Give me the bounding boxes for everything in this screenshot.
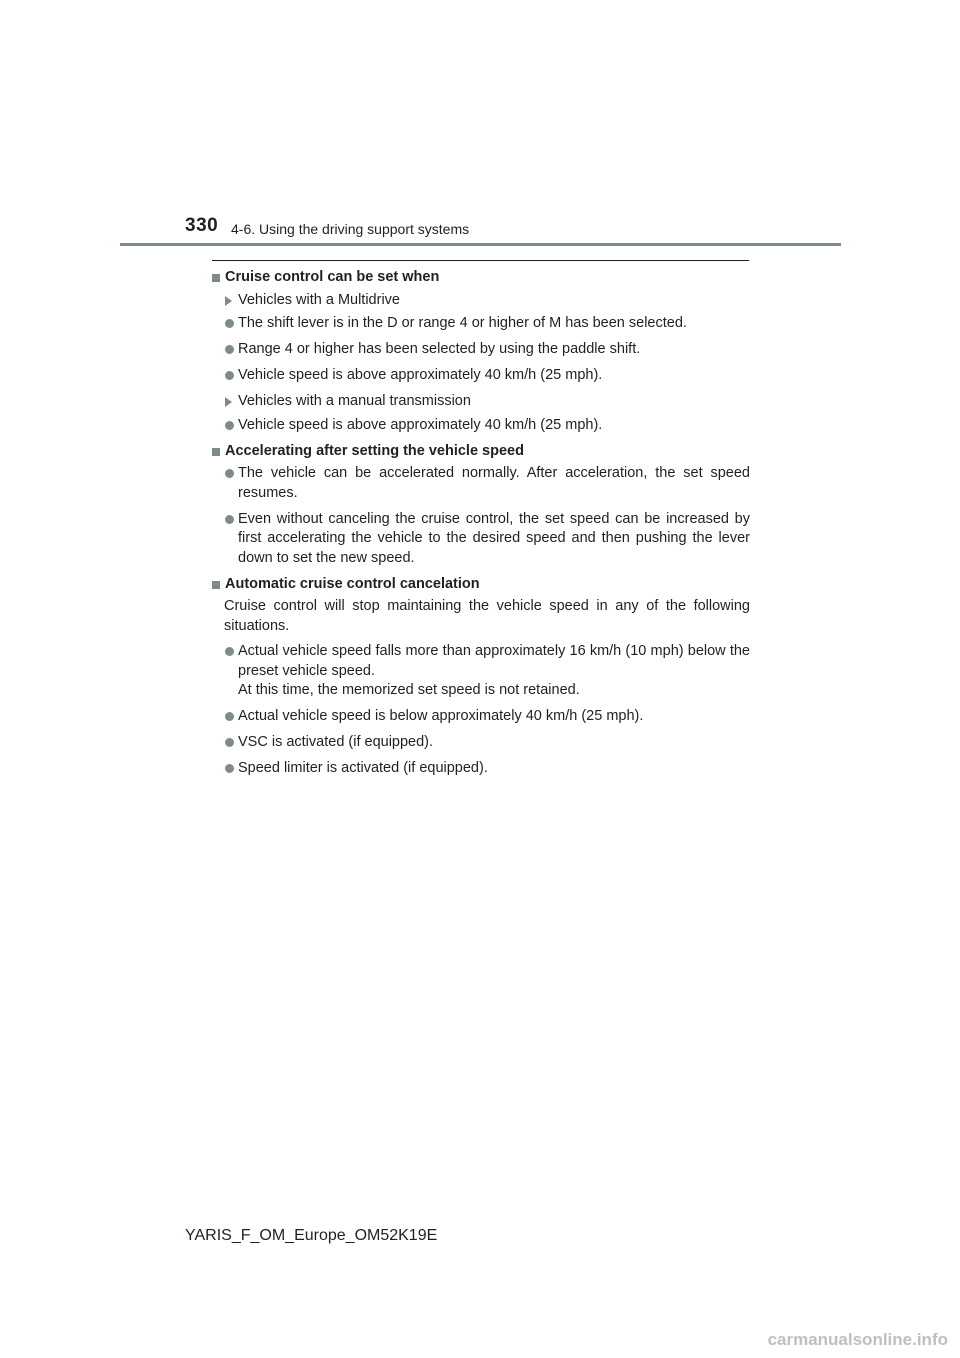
list-item-text: Even without canceling the cruise control, the set speed can be increased by first accelerating the vehicle to the desired speed and then pushing the lever down to set the new speed. <box>238 510 750 566</box>
circle-bullet-icon <box>225 421 234 430</box>
watermark: carmanualsonline.info <box>767 1330 948 1349</box>
circle-bullet-icon <box>225 345 234 354</box>
list-item-text: Vehicle speed is above approximately 40 km/h (25 mph). <box>238 367 603 383</box>
list-item-text: Actual vehicle speed is below approximately 40 km/h (25 mph). <box>238 708 644 724</box>
section-header: 4-6. Using the driving support systems <box>231 221 470 237</box>
circle-bullet-icon <box>225 515 234 524</box>
sub-heading <box>212 392 750 412</box>
circle-bullet-icon <box>225 469 234 478</box>
content-rule <box>212 260 749 261</box>
section-heading <box>212 442 750 462</box>
list-item <box>212 416 750 436</box>
page-number: 330 <box>185 215 219 236</box>
list-item <box>212 366 750 386</box>
square-bullet-icon <box>212 274 220 282</box>
section-heading <box>212 575 750 595</box>
list-item <box>212 510 750 569</box>
footer-doc-id: YARIS_F_OM_Europe_OM52K19E <box>185 1227 438 1244</box>
section-heading <box>212 268 750 288</box>
list-item <box>212 733 750 753</box>
circle-bullet-icon <box>225 738 234 747</box>
triangle-bullet-icon <box>225 397 232 407</box>
list-item <box>212 464 750 503</box>
list-item <box>212 314 750 334</box>
circle-bullet-icon <box>225 764 234 773</box>
list-item <box>212 642 750 701</box>
heading-text: Cruise control can be set when <box>225 269 440 285</box>
triangle-bullet-icon <box>225 296 232 306</box>
square-bullet-icon <box>212 448 220 456</box>
circle-bullet-icon <box>225 319 234 328</box>
content <box>212 268 750 785</box>
circle-bullet-icon <box>225 712 234 721</box>
heading-text: Automatic cruise control cancelation <box>225 575 480 592</box>
list-item <box>212 340 750 360</box>
list-item-text: VSC is activated (if equipped). <box>238 734 434 750</box>
header-rule <box>120 243 841 246</box>
list-item-text: The vehicle can be accelerated normally. After acceleration, the set speed resumes. <box>238 465 750 501</box>
list-item-text: Vehicle speed is above approximately 40 km/h (25 mph). <box>238 416 603 433</box>
intro-paragraph: Cruise control will stop maintaining the vehicle speed in any of the following situations. <box>224 598 750 634</box>
list-item <box>212 707 750 727</box>
heading-text: Accelerating after setting the vehicle speed <box>225 442 524 459</box>
sub-heading <box>212 291 750 311</box>
sub-heading-text: Vehicles with a Multidrive <box>238 291 400 308</box>
list-item-text: Actual vehicle speed falls more than approximately 16 km/h (10 mph) below the preset vehicle speed. <box>238 643 750 679</box>
circle-bullet-icon <box>225 647 234 656</box>
list-item-text: The shift lever is in the D or range 4 or higher of M has been selected. <box>238 315 687 331</box>
list-item-text: Speed limiter is activated (if equipped). <box>238 760 488 776</box>
list-item-note: At this time, the memorized set speed is not retained. <box>238 682 580 698</box>
list-item <box>212 759 750 779</box>
sub-heading-text: Vehicles with a manual transmission <box>238 393 471 409</box>
circle-bullet-icon <box>225 371 234 380</box>
list-item-text: Range 4 or higher has been selected by using the paddle shift. <box>238 341 641 357</box>
square-bullet-icon <box>212 581 220 589</box>
